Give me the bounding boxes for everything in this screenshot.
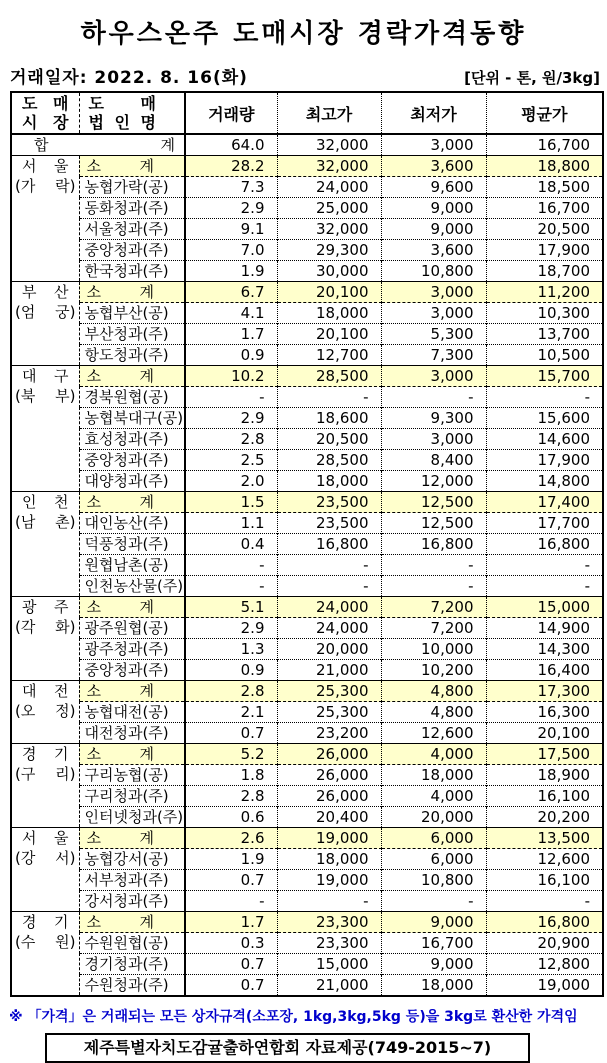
avg-cell: 18,900 bbox=[486, 765, 603, 786]
low-cell: 3,000 bbox=[381, 303, 486, 324]
high-cell: 25,000 bbox=[277, 198, 381, 219]
volume-cell: 0.3 bbox=[185, 933, 277, 954]
price-table-body bbox=[11, 134, 603, 996]
avg-cell: 13,700 bbox=[486, 324, 603, 345]
corp-name: 광주청과(주) bbox=[79, 639, 185, 660]
high-cell: 12,700 bbox=[277, 345, 381, 366]
meta-row bbox=[10, 63, 600, 88]
high-cell: 29,300 bbox=[277, 240, 381, 261]
volume-cell: 2.8 bbox=[185, 429, 277, 450]
total-high: 32,000 bbox=[277, 134, 381, 156]
volume-cell: 1.9 bbox=[185, 849, 277, 870]
avg-cell: 17,400 bbox=[486, 492, 603, 513]
total-label: 합 계 bbox=[11, 134, 185, 156]
avg-cell: 10,500 bbox=[486, 345, 603, 366]
corp-name: 효성청과(주) bbox=[79, 429, 185, 450]
corp-name: 농협부산(공) bbox=[79, 303, 185, 324]
subtotal-row bbox=[11, 681, 603, 702]
col-header-market-line2: 시 장 bbox=[22, 113, 69, 132]
volume-cell: 0.9 bbox=[185, 660, 277, 681]
avg-cell: 19,000 bbox=[486, 975, 603, 997]
col-header-corp-line1: 도 매 bbox=[88, 94, 156, 113]
avg-cell: 16,700 bbox=[486, 198, 603, 219]
corp-name: 대전청과(주) bbox=[79, 723, 185, 744]
low-cell: 3,000 bbox=[381, 366, 486, 387]
low-cell: 16,700 bbox=[381, 933, 486, 954]
corp-name: 인터넷청과(주) bbox=[79, 807, 185, 828]
market-location: (북 부) bbox=[15, 387, 76, 405]
price-table bbox=[10, 91, 604, 997]
col-header-avg: 평균가 bbox=[486, 92, 603, 134]
avg-cell: 16,100 bbox=[486, 786, 603, 807]
avg-cell: 12,600 bbox=[486, 849, 603, 870]
volume-cell: 1.3 bbox=[185, 639, 277, 660]
subtotal-label: 소 계 bbox=[79, 597, 185, 618]
high-cell: 15,000 bbox=[277, 954, 381, 975]
corp-name: 항도청과(주) bbox=[79, 345, 185, 366]
avg-cell: - bbox=[486, 576, 603, 597]
high-cell: 20,400 bbox=[277, 807, 381, 828]
volume-cell: 2.1 bbox=[185, 702, 277, 723]
avg-cell: 14,300 bbox=[486, 639, 603, 660]
volume-cell: 0.7 bbox=[185, 723, 277, 744]
corp-row bbox=[11, 849, 603, 870]
volume-cell: 1.9 bbox=[185, 261, 277, 282]
low-cell: 12,500 bbox=[381, 513, 486, 534]
low-cell: 12,600 bbox=[381, 723, 486, 744]
avg-cell: 18,700 bbox=[486, 261, 603, 282]
volume-cell: 0.4 bbox=[185, 534, 277, 555]
high-cell: 32,000 bbox=[277, 156, 381, 177]
corp-row bbox=[11, 408, 603, 429]
corp-name: 구리청과(주) bbox=[79, 786, 185, 807]
high-cell: - bbox=[277, 387, 381, 408]
avg-cell: 16,400 bbox=[486, 660, 603, 681]
corp-name: 농협강서(공) bbox=[79, 849, 185, 870]
market-location: (강 서) bbox=[15, 849, 76, 867]
volume-cell: 0.7 bbox=[185, 975, 277, 997]
volume-cell: 1.7 bbox=[185, 912, 277, 933]
market-cell bbox=[11, 912, 79, 997]
market-cell bbox=[11, 597, 79, 681]
high-cell: 18,000 bbox=[277, 303, 381, 324]
low-cell: 12,500 bbox=[381, 492, 486, 513]
col-header-corp-line2: 법 인 명 bbox=[88, 113, 156, 132]
corp-name: 구리농협(공) bbox=[79, 765, 185, 786]
avg-cell: 16,300 bbox=[486, 702, 603, 723]
total-avg: 16,700 bbox=[486, 134, 603, 156]
high-cell: 25,300 bbox=[277, 702, 381, 723]
volume-cell: - bbox=[185, 555, 277, 576]
market-name: 서 울 bbox=[22, 829, 69, 847]
avg-cell: 18,800 bbox=[486, 156, 603, 177]
total-volume: 64.0 bbox=[185, 134, 277, 156]
volume-cell: 0.7 bbox=[185, 870, 277, 891]
avg-cell: 12,800 bbox=[486, 954, 603, 975]
high-cell: 18,600 bbox=[277, 408, 381, 429]
corp-row bbox=[11, 534, 603, 555]
high-cell: 26,000 bbox=[277, 765, 381, 786]
table-header bbox=[11, 92, 603, 134]
high-cell: 21,000 bbox=[277, 975, 381, 997]
price-footnote: ※ 「가격」은 거래되는 모든 상자규격(소포장, 1kg,3kg,5kg 등)을 3kg로 환산한 가격임 bbox=[9, 1009, 578, 1025]
subtotal-row bbox=[11, 156, 603, 177]
subtotal-row bbox=[11, 492, 603, 513]
high-cell: 19,000 bbox=[277, 870, 381, 891]
market-cell bbox=[11, 492, 79, 597]
volume-cell: - bbox=[185, 576, 277, 597]
market-name: 경 기 bbox=[22, 913, 69, 931]
volume-cell: 2.9 bbox=[185, 618, 277, 639]
col-header-market bbox=[11, 92, 79, 134]
low-cell: - bbox=[381, 891, 486, 912]
page-title: 하우스온주 도매시장 경락가격동향 bbox=[80, 19, 527, 49]
low-cell: 9,000 bbox=[381, 954, 486, 975]
high-cell: 32,000 bbox=[277, 219, 381, 240]
corp-name: 인천농산물(주) bbox=[79, 576, 185, 597]
avg-cell: 10,300 bbox=[486, 303, 603, 324]
corp-row bbox=[11, 450, 603, 471]
corp-row bbox=[11, 198, 603, 219]
high-cell: 20,000 bbox=[277, 639, 381, 660]
market-cell bbox=[11, 366, 79, 492]
corp-row bbox=[11, 807, 603, 828]
volume-cell: 5.1 bbox=[185, 597, 277, 618]
high-cell: - bbox=[277, 576, 381, 597]
avg-cell: 20,200 bbox=[486, 807, 603, 828]
high-cell: 26,000 bbox=[277, 786, 381, 807]
corp-name: 서부청과(주) bbox=[79, 870, 185, 891]
market-location: (가 락) bbox=[15, 177, 76, 195]
low-cell: 4,000 bbox=[381, 786, 486, 807]
corp-row bbox=[11, 345, 603, 366]
corp-name: 경북원협(공) bbox=[79, 387, 185, 408]
volume-cell: 2.8 bbox=[185, 786, 277, 807]
volume-cell: 2.9 bbox=[185, 198, 277, 219]
high-cell: - bbox=[277, 891, 381, 912]
corp-row bbox=[11, 555, 603, 576]
volume-cell: 2.5 bbox=[185, 450, 277, 471]
corp-name: 대양청과(주) bbox=[79, 471, 185, 492]
high-cell: 20,500 bbox=[277, 429, 381, 450]
volume-cell: 0.9 bbox=[185, 345, 277, 366]
avg-cell: - bbox=[486, 387, 603, 408]
market-location: (각 화) bbox=[15, 618, 76, 636]
col-header-high: 최고가 bbox=[277, 92, 381, 134]
avg-cell: - bbox=[486, 891, 603, 912]
subtotal-label: 소 계 bbox=[79, 744, 185, 765]
corp-row bbox=[11, 240, 603, 261]
low-cell: - bbox=[381, 555, 486, 576]
low-cell: 9,000 bbox=[381, 912, 486, 933]
total-low: 3,000 bbox=[381, 134, 486, 156]
corp-name: 중앙청과(주) bbox=[79, 660, 185, 681]
market-name: 부 산 bbox=[22, 283, 69, 301]
high-cell: 23,500 bbox=[277, 492, 381, 513]
low-cell: 12,000 bbox=[381, 471, 486, 492]
corp-name: 부산청과(주) bbox=[79, 324, 185, 345]
volume-cell: - bbox=[185, 387, 277, 408]
volume-cell: 4.1 bbox=[185, 303, 277, 324]
corp-row bbox=[11, 891, 603, 912]
corp-name: 대인농산(주) bbox=[79, 513, 185, 534]
subtotal-label: 소 계 bbox=[79, 156, 185, 177]
market-location: (엄 궁) bbox=[15, 303, 76, 321]
market-name: 대 구 bbox=[22, 367, 69, 385]
avg-cell: 17,500 bbox=[486, 744, 603, 765]
avg-cell: 20,500 bbox=[486, 219, 603, 240]
market-name: 경 기 bbox=[22, 745, 69, 763]
avg-cell: 16,800 bbox=[486, 534, 603, 555]
corp-row bbox=[11, 786, 603, 807]
corp-name: 한국청과(주) bbox=[79, 261, 185, 282]
volume-cell: 5.2 bbox=[185, 744, 277, 765]
market-name: 인 천 bbox=[22, 493, 69, 511]
high-cell: 23,300 bbox=[277, 912, 381, 933]
corp-row bbox=[11, 702, 603, 723]
volume-cell: 7.3 bbox=[185, 177, 277, 198]
avg-cell: 20,900 bbox=[486, 933, 603, 954]
market-cell bbox=[11, 681, 79, 744]
low-cell: 7,300 bbox=[381, 345, 486, 366]
volume-cell: 10.2 bbox=[185, 366, 277, 387]
volume-cell: 2.8 bbox=[185, 681, 277, 702]
corp-row bbox=[11, 513, 603, 534]
high-cell: 20,100 bbox=[277, 282, 381, 303]
source-box bbox=[45, 1033, 530, 1063]
corp-row bbox=[11, 933, 603, 954]
corp-name: 서울청과(주) bbox=[79, 219, 185, 240]
corp-row bbox=[11, 576, 603, 597]
high-cell: 30,000 bbox=[277, 261, 381, 282]
corp-row bbox=[11, 429, 603, 450]
high-cell: 24,000 bbox=[277, 177, 381, 198]
avg-cell: 17,300 bbox=[486, 681, 603, 702]
high-cell: 23,500 bbox=[277, 513, 381, 534]
avg-cell: 18,500 bbox=[486, 177, 603, 198]
low-cell: 9,300 bbox=[381, 408, 486, 429]
market-name: 서 울 bbox=[22, 157, 69, 175]
low-cell: 4,000 bbox=[381, 744, 486, 765]
volume-cell: 7.0 bbox=[185, 240, 277, 261]
volume-cell: - bbox=[185, 891, 277, 912]
high-cell: 24,000 bbox=[277, 618, 381, 639]
avg-cell: 16,100 bbox=[486, 870, 603, 891]
high-cell: 28,500 bbox=[277, 450, 381, 471]
col-header-volume: 거래량 bbox=[185, 92, 277, 134]
high-cell: - bbox=[277, 555, 381, 576]
corp-row bbox=[11, 639, 603, 660]
total-row bbox=[11, 134, 603, 156]
source-text: 제주특별자치도감귤출하연합회 자료제공(749-2015~7) bbox=[83, 1038, 492, 1057]
high-cell: 16,800 bbox=[277, 534, 381, 555]
high-cell: 24,000 bbox=[277, 597, 381, 618]
market-location: (수 원) bbox=[15, 933, 76, 951]
corp-row bbox=[11, 954, 603, 975]
low-cell: 3,600 bbox=[381, 156, 486, 177]
low-cell: 10,000 bbox=[381, 639, 486, 660]
low-cell: 8,400 bbox=[381, 450, 486, 471]
corp-name: 경기청과(주) bbox=[79, 954, 185, 975]
high-cell: 18,000 bbox=[277, 849, 381, 870]
avg-cell: 20,100 bbox=[486, 723, 603, 744]
corp-row bbox=[11, 303, 603, 324]
volume-cell: 1.5 bbox=[185, 492, 277, 513]
low-cell: 4,800 bbox=[381, 681, 486, 702]
corp-row bbox=[11, 471, 603, 492]
low-cell: 20,000 bbox=[381, 807, 486, 828]
low-cell: 10,800 bbox=[381, 261, 486, 282]
avg-cell: 17,900 bbox=[486, 240, 603, 261]
low-cell: 6,000 bbox=[381, 849, 486, 870]
low-cell: 7,200 bbox=[381, 618, 486, 639]
market-location: (오 정) bbox=[15, 702, 76, 720]
subtotal-row bbox=[11, 912, 603, 933]
high-cell: 28,500 bbox=[277, 366, 381, 387]
low-cell: 3,600 bbox=[381, 240, 486, 261]
high-cell: 25,300 bbox=[277, 681, 381, 702]
subtotal-row bbox=[11, 366, 603, 387]
low-cell: 9,000 bbox=[381, 198, 486, 219]
low-cell: 9,600 bbox=[381, 177, 486, 198]
corp-row bbox=[11, 870, 603, 891]
avg-cell: - bbox=[486, 555, 603, 576]
market-location: (남 촌) bbox=[15, 513, 76, 531]
avg-cell: 14,600 bbox=[486, 429, 603, 450]
corp-name: 농협가락(공) bbox=[79, 177, 185, 198]
avg-cell: 15,000 bbox=[486, 597, 603, 618]
low-cell: 3,000 bbox=[381, 429, 486, 450]
low-cell: 10,200 bbox=[381, 660, 486, 681]
subtotal-row bbox=[11, 282, 603, 303]
low-cell: - bbox=[381, 387, 486, 408]
corp-row bbox=[11, 765, 603, 786]
avg-cell: 11,200 bbox=[486, 282, 603, 303]
corp-name: 덕풍청과(주) bbox=[79, 534, 185, 555]
volume-cell: 2.0 bbox=[185, 471, 277, 492]
market-location: (구 리) bbox=[15, 765, 76, 783]
market-name: 대 전 bbox=[22, 682, 69, 700]
low-cell: 16,800 bbox=[381, 534, 486, 555]
corp-name: 광주원협(공) bbox=[79, 618, 185, 639]
col-header-market-line1: 도 매 bbox=[22, 94, 69, 113]
market-cell bbox=[11, 282, 79, 366]
high-cell: 26,000 bbox=[277, 744, 381, 765]
subtotal-label: 소 계 bbox=[79, 492, 185, 513]
volume-cell: 0.6 bbox=[185, 807, 277, 828]
subtotal-label: 소 계 bbox=[79, 282, 185, 303]
market-name: 광 주 bbox=[22, 598, 69, 616]
trade-date-label: 거래일자: 2022. 8. 16(화) bbox=[10, 68, 248, 88]
corp-row bbox=[11, 660, 603, 681]
high-cell: 23,300 bbox=[277, 933, 381, 954]
avg-cell: 17,700 bbox=[486, 513, 603, 534]
corp-name: 강서청과(주) bbox=[79, 891, 185, 912]
corp-row bbox=[11, 618, 603, 639]
avg-cell: 16,800 bbox=[486, 912, 603, 933]
low-cell: 18,000 bbox=[381, 765, 486, 786]
corp-row bbox=[11, 261, 603, 282]
col-header-low: 최저가 bbox=[381, 92, 486, 134]
volume-cell: 1.8 bbox=[185, 765, 277, 786]
corp-name: 중앙청과(주) bbox=[79, 240, 185, 261]
market-cell bbox=[11, 744, 79, 828]
volume-cell: 28.2 bbox=[185, 156, 277, 177]
subtotal-label: 소 계 bbox=[79, 366, 185, 387]
high-cell: 21,000 bbox=[277, 660, 381, 681]
subtotal-row bbox=[11, 744, 603, 765]
low-cell: 9,000 bbox=[381, 219, 486, 240]
low-cell: 18,000 bbox=[381, 975, 486, 997]
corp-name: 수원원협(공) bbox=[79, 933, 185, 954]
low-cell: - bbox=[381, 576, 486, 597]
high-cell: 23,200 bbox=[277, 723, 381, 744]
corp-name: 중앙청과(주) bbox=[79, 450, 185, 471]
high-cell: 18,000 bbox=[277, 471, 381, 492]
corp-row bbox=[11, 219, 603, 240]
market-cell bbox=[11, 828, 79, 912]
corp-name: 동화청과(주) bbox=[79, 198, 185, 219]
col-header-corp bbox=[79, 92, 185, 134]
corp-name: 농협대전(공) bbox=[79, 702, 185, 723]
corp-row bbox=[11, 324, 603, 345]
volume-cell: 1.7 bbox=[185, 324, 277, 345]
avg-cell: 15,700 bbox=[486, 366, 603, 387]
avg-cell: 14,800 bbox=[486, 471, 603, 492]
low-cell: 5,300 bbox=[381, 324, 486, 345]
low-cell: 10,800 bbox=[381, 870, 486, 891]
corp-row bbox=[11, 177, 603, 198]
high-cell: 19,000 bbox=[277, 828, 381, 849]
volume-cell: 9.1 bbox=[185, 219, 277, 240]
volume-cell: 2.6 bbox=[185, 828, 277, 849]
corp-name: 수원청과(주) bbox=[79, 975, 185, 997]
low-cell: 4,800 bbox=[381, 702, 486, 723]
volume-cell: 0.7 bbox=[185, 954, 277, 975]
corp-row bbox=[11, 975, 603, 997]
avg-cell: 17,900 bbox=[486, 450, 603, 471]
subtotal-row bbox=[11, 597, 603, 618]
corp-name: 농협북대구(공) bbox=[79, 408, 185, 429]
corp-row bbox=[11, 387, 603, 408]
avg-cell: 14,900 bbox=[486, 618, 603, 639]
subtotal-label: 소 계 bbox=[79, 681, 185, 702]
low-cell: 6,000 bbox=[381, 828, 486, 849]
avg-cell: 15,600 bbox=[486, 408, 603, 429]
avg-cell: 13,500 bbox=[486, 828, 603, 849]
subtotal-label: 소 계 bbox=[79, 828, 185, 849]
unit-label: [단위 - 톤, 원/3kg] bbox=[464, 69, 600, 87]
volume-cell: 2.9 bbox=[185, 408, 277, 429]
subtotal-row bbox=[11, 828, 603, 849]
volume-cell: 1.1 bbox=[185, 513, 277, 534]
low-cell: 7,200 bbox=[381, 597, 486, 618]
corp-name: 원협남촌(공) bbox=[79, 555, 185, 576]
low-cell: 3,000 bbox=[381, 282, 486, 303]
subtotal-label: 소 계 bbox=[79, 912, 185, 933]
high-cell: 20,100 bbox=[277, 324, 381, 345]
market-cell bbox=[11, 156, 79, 282]
volume-cell: 6.7 bbox=[185, 282, 277, 303]
corp-row bbox=[11, 723, 603, 744]
